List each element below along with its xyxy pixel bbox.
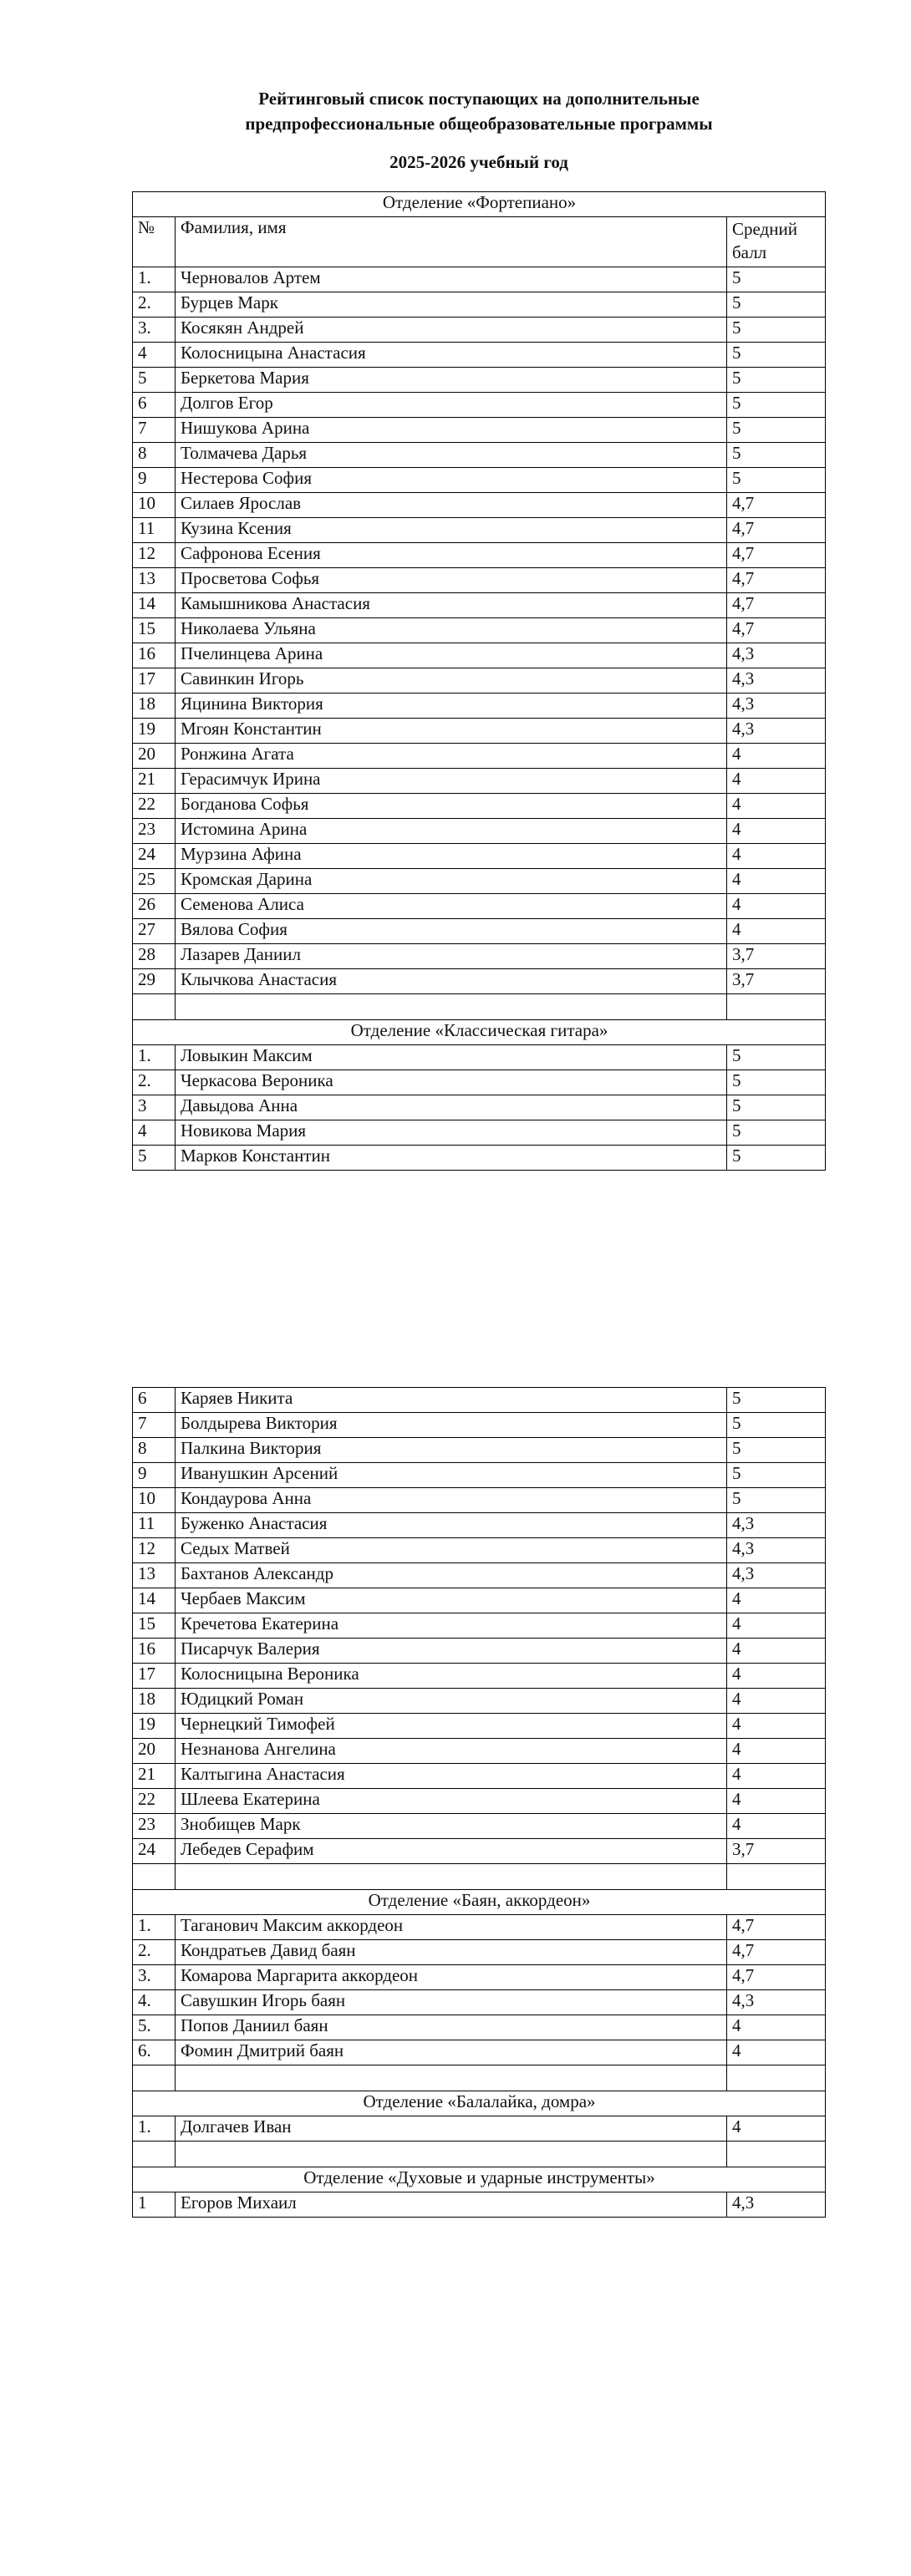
average-score: 5	[727, 1388, 826, 1413]
row-number: 9	[133, 468, 176, 493]
row-number: 15	[133, 1613, 176, 1639]
average-score: 4	[727, 769, 826, 794]
student-name: Савушкин Игорь баян	[176, 1990, 727, 2015]
average-score: 4,7	[727, 543, 826, 568]
row-number: 5	[133, 368, 176, 393]
table-row	[133, 368, 826, 393]
student-name: Комарова Маргарита аккордеон	[176, 1965, 727, 1990]
table-row	[133, 1639, 826, 1664]
row-number: 17	[133, 1664, 176, 1689]
table-row	[133, 343, 826, 368]
empty-row	[133, 994, 826, 1020]
row-number: 16	[133, 1639, 176, 1664]
row-number: 15	[133, 618, 176, 643]
average-score: 4,3	[727, 1563, 826, 1588]
table-row	[133, 2015, 826, 2040]
student-name: Чернецкий Тимофей	[176, 1714, 727, 1739]
average-score: 5	[727, 418, 826, 443]
average-score: 4	[727, 2116, 826, 2142]
row-number: 4	[133, 343, 176, 368]
empty-cell	[727, 1864, 826, 1890]
average-score: 4,7	[727, 593, 826, 618]
table-row	[133, 1388, 826, 1413]
row-number: 25	[133, 869, 176, 894]
average-score: 5	[727, 292, 826, 318]
table-row	[133, 1120, 826, 1146]
row-number: 17	[133, 668, 176, 694]
row-number: 20	[133, 1739, 176, 1764]
table-row	[133, 1940, 826, 1965]
average-score: 5	[727, 368, 826, 393]
table-row	[133, 518, 826, 543]
student-name: Клычкова Анастасия	[176, 969, 727, 994]
row-number: 18	[133, 1689, 176, 1714]
row-number: 4.	[133, 1990, 176, 2015]
average-score: 4	[727, 1664, 826, 1689]
average-score: 4	[727, 2015, 826, 2040]
row-number: 6	[133, 1388, 176, 1413]
average-score: 5	[727, 1488, 826, 1513]
student-name: Черновалов Артем	[176, 267, 727, 292]
row-number: 7	[133, 1413, 176, 1438]
table-row	[133, 744, 826, 769]
table-row	[133, 393, 826, 418]
row-number: 4	[133, 1120, 176, 1146]
student-name: Николаева Ульяна	[176, 618, 727, 643]
table-row	[133, 292, 826, 318]
student-name: Таганович Максим аккордеон	[176, 1915, 727, 1940]
empty-row	[133, 2065, 826, 2091]
empty-cell	[133, 2142, 176, 2167]
table-row	[133, 1146, 826, 1171]
average-score: 4	[727, 819, 826, 844]
average-score: 4,7	[727, 618, 826, 643]
row-number: 23	[133, 1814, 176, 1839]
student-name: Яцинина Виктория	[176, 694, 727, 719]
table-row	[133, 1463, 826, 1488]
student-name: Кузина Ксения	[176, 518, 727, 543]
table-row	[133, 2116, 826, 2142]
empty-cell	[133, 1864, 176, 1890]
table-row	[133, 1839, 826, 1864]
student-name: Знобищев Марк	[176, 1814, 727, 1839]
table-row	[133, 1513, 826, 1538]
student-name: Камышникова Анастасия	[176, 593, 727, 618]
average-score: 4	[727, 1613, 826, 1639]
average-score: 5	[727, 267, 826, 292]
row-number: 14	[133, 1588, 176, 1613]
row-number: 5	[133, 1146, 176, 1171]
row-number: 22	[133, 1789, 176, 1814]
row-number: 11	[133, 518, 176, 543]
average-score: 5	[727, 1413, 826, 1438]
row-number: 20	[133, 744, 176, 769]
student-name: Калтыгина Анастасия	[176, 1764, 727, 1789]
average-score: 4	[727, 894, 826, 919]
student-name: Нестерова София	[176, 468, 727, 493]
title-line-2: предпрофессиональные общеобразовательные программы	[245, 114, 713, 134]
table-row	[133, 969, 826, 994]
student-name: Силаев Ярослав	[176, 493, 727, 518]
average-score: 4	[727, 1739, 826, 1764]
student-name: Толмачева Дарья	[176, 443, 727, 468]
table-row	[133, 1739, 826, 1764]
row-number: 3	[133, 1095, 176, 1120]
rating-table-page-1	[132, 191, 826, 1171]
average-score: 4,3	[727, 719, 826, 744]
column-header-avg: Средний балл	[727, 217, 826, 267]
student-name: Писарчук Валерия	[176, 1639, 727, 1664]
average-score: 4	[727, 1714, 826, 1739]
table-row	[133, 769, 826, 794]
student-name: Нишукова Арина	[176, 418, 727, 443]
student-name: Просветова Софья	[176, 568, 727, 593]
empty-cell	[133, 994, 176, 1020]
row-number: 1.	[133, 1045, 176, 1070]
table-row	[133, 418, 826, 443]
row-number: 11	[133, 1513, 176, 1538]
student-name: Палкина Виктория	[176, 1438, 727, 1463]
average-score: 5	[727, 318, 826, 343]
average-score: 4,7	[727, 518, 826, 543]
student-name: Семенова Алиса	[176, 894, 727, 919]
document-header	[132, 86, 826, 175]
table-row	[133, 919, 826, 944]
student-name: Бурцев Марк	[176, 292, 727, 318]
student-name: Болдырева Виктория	[176, 1413, 727, 1438]
table-row	[133, 894, 826, 919]
table-row	[133, 719, 826, 744]
empty-cell	[727, 994, 826, 1020]
empty-cell	[133, 2065, 176, 2091]
row-number: 24	[133, 1839, 176, 1864]
average-score: 3,7	[727, 969, 826, 994]
student-name: Косякян Андрей	[176, 318, 727, 343]
table-row	[133, 1095, 826, 1120]
table-row	[133, 267, 826, 292]
average-score: 5	[727, 1463, 826, 1488]
student-name: Беркетова Мария	[176, 368, 727, 393]
row-number: 1.	[133, 1915, 176, 1940]
row-number: 21	[133, 769, 176, 794]
student-name: Колосницына Анастасия	[176, 343, 727, 368]
table-row	[133, 869, 826, 894]
table-row	[133, 1488, 826, 1513]
student-name: Давыдова Анна	[176, 1095, 727, 1120]
average-score: 4	[727, 744, 826, 769]
student-name: Черкасова Вероника	[176, 1070, 727, 1095]
average-score: 4	[727, 1689, 826, 1714]
column-header-num: №	[133, 217, 176, 267]
student-name: Кромская Дарина	[176, 869, 727, 894]
average-score: 5	[727, 393, 826, 418]
student-name: Кречетова Екатерина	[176, 1613, 727, 1639]
table-row	[133, 1613, 826, 1639]
average-score: 3,7	[727, 1839, 826, 1864]
section-header-row	[133, 2091, 826, 2116]
average-score: 4	[727, 1764, 826, 1789]
row-number: 10	[133, 493, 176, 518]
student-name: Пчелинцева Арина	[176, 643, 727, 668]
row-number: 13	[133, 568, 176, 593]
student-name: Мурзина Афина	[176, 844, 727, 869]
average-score: 4	[727, 1814, 826, 1839]
row-number: 16	[133, 643, 176, 668]
student-name: Егоров Михаил	[176, 2192, 727, 2218]
empty-cell	[176, 994, 727, 1020]
table-row	[133, 1664, 826, 1689]
rating-table-page-2	[132, 1387, 826, 2218]
student-name: Иванушкин Арсений	[176, 1463, 727, 1488]
row-number: 27	[133, 919, 176, 944]
average-score: 4,7	[727, 568, 826, 593]
column-header-name: Фамилия, имя	[176, 217, 727, 267]
table-row	[133, 819, 826, 844]
table-row	[133, 318, 826, 343]
row-number: 5.	[133, 2015, 176, 2040]
student-name: Фомин Дмитрий баян	[176, 2040, 727, 2065]
row-number: 21	[133, 1764, 176, 1789]
row-number: 2.	[133, 292, 176, 318]
table-row	[133, 1070, 826, 1095]
average-score: 4	[727, 919, 826, 944]
table-row	[133, 568, 826, 593]
empty-row	[133, 2142, 826, 2167]
row-number: 22	[133, 794, 176, 819]
row-number: 2.	[133, 1070, 176, 1095]
average-score: 4	[727, 844, 826, 869]
table-row	[133, 1689, 826, 1714]
academic-year: 2025-2026 учебный год	[389, 152, 568, 172]
row-number: 9	[133, 1463, 176, 1488]
table-row	[133, 1789, 826, 1814]
student-name: Истомина Арина	[176, 819, 727, 844]
average-score: 5	[727, 1146, 826, 1171]
average-score: 5	[727, 1120, 826, 1146]
student-name: Попов Даниил баян	[176, 2015, 727, 2040]
table-row	[133, 1045, 826, 1070]
table-row	[133, 1990, 826, 2015]
row-number: 3.	[133, 318, 176, 343]
section-header-row	[133, 2167, 826, 2192]
average-score: 4,7	[727, 1940, 826, 1965]
student-name: Бахтанов Александр	[176, 1563, 727, 1588]
student-name: Вялова София	[176, 919, 727, 944]
student-name: Сафронова Есения	[176, 543, 727, 568]
row-number: 12	[133, 543, 176, 568]
table-row	[133, 1588, 826, 1613]
student-name: Шлеева Екатерина	[176, 1789, 727, 1814]
empty-cell	[176, 2142, 727, 2167]
average-score: 4,7	[727, 1965, 826, 1990]
student-name: Савинкин Игорь	[176, 668, 727, 694]
student-name: Ловыкин Максим	[176, 1045, 727, 1070]
average-score: 4,3	[727, 694, 826, 719]
row-number: 2.	[133, 1940, 176, 1965]
student-name: Юдицкий Роман	[176, 1689, 727, 1714]
table-row	[133, 2192, 826, 2218]
row-number: 8	[133, 1438, 176, 1463]
section-title: Отделение «Баян, аккордеон»	[133, 1890, 826, 1915]
empty-cell	[727, 2142, 826, 2167]
section-header-row	[133, 192, 826, 217]
average-score: 4,3	[727, 1538, 826, 1563]
average-score: 4	[727, 794, 826, 819]
empty-row	[133, 1864, 826, 1890]
table-row	[133, 618, 826, 643]
student-name: Долгачев Иван	[176, 2116, 727, 2142]
section-title: Отделение «Фортепиано»	[133, 192, 826, 217]
average-score: 5	[727, 1070, 826, 1095]
table-row	[133, 694, 826, 719]
row-number: 13	[133, 1563, 176, 1588]
section-header-row	[133, 1890, 826, 1915]
average-score: 5	[727, 343, 826, 368]
average-score: 5	[727, 1045, 826, 1070]
empty-cell	[176, 1864, 727, 1890]
row-number: 29	[133, 969, 176, 994]
row-number: 3.	[133, 1965, 176, 1990]
row-number: 7	[133, 418, 176, 443]
row-number: 26	[133, 894, 176, 919]
average-score: 5	[727, 443, 826, 468]
table-row	[133, 493, 826, 518]
row-number: 6.	[133, 2040, 176, 2065]
average-score: 5	[727, 1095, 826, 1120]
average-score: 4	[727, 1639, 826, 1664]
student-name: Лазарев Даниил	[176, 944, 727, 969]
empty-cell	[176, 2065, 727, 2091]
row-number: 24	[133, 844, 176, 869]
section-header-row	[133, 1020, 826, 1045]
table-row	[133, 1915, 826, 1940]
average-score: 4,7	[727, 493, 826, 518]
student-name: Марков Константин	[176, 1146, 727, 1171]
average-score: 5	[727, 468, 826, 493]
student-name: Новикова Мария	[176, 1120, 727, 1146]
student-name: Мгоян Константин	[176, 719, 727, 744]
student-name: Незнанова Ангелина	[176, 1739, 727, 1764]
average-score: 4	[727, 2040, 826, 2065]
student-name: Седых Матвей	[176, 1538, 727, 1563]
table-row	[133, 543, 826, 568]
row-number: 6	[133, 393, 176, 418]
section-title: Отделение «Классическая гитара»	[133, 1020, 826, 1045]
row-number: 19	[133, 1714, 176, 1739]
title-line-1: Рейтинговый список поступающих на дополнительные	[258, 89, 700, 109]
table-row	[133, 443, 826, 468]
section-title: Отделение «Балалайка, домра»	[133, 2091, 826, 2116]
student-name: Лебедев Серафим	[176, 1839, 727, 1864]
row-number: 18	[133, 694, 176, 719]
row-number: 10	[133, 1488, 176, 1513]
table-row	[133, 1538, 826, 1563]
row-number: 19	[133, 719, 176, 744]
table-row	[133, 944, 826, 969]
student-name: Богданова Софья	[176, 794, 727, 819]
average-score: 4,3	[727, 2192, 826, 2218]
row-number: 14	[133, 593, 176, 618]
row-number: 1	[133, 2192, 176, 2218]
table-row	[133, 668, 826, 694]
student-name: Буженко Анастасия	[176, 1513, 727, 1538]
average-score: 4,3	[727, 643, 826, 668]
table-row	[133, 1764, 826, 1789]
average-score: 4	[727, 1789, 826, 1814]
student-name: Долгов Егор	[176, 393, 727, 418]
table-row	[133, 1965, 826, 1990]
table-row	[133, 1714, 826, 1739]
average-score: 4	[727, 1588, 826, 1613]
student-name: Герасимчук Ирина	[176, 769, 727, 794]
table-row	[133, 643, 826, 668]
average-score: 4,3	[727, 1990, 826, 2015]
student-name: Кондратьев Давид баян	[176, 1940, 727, 1965]
table-row	[133, 1563, 826, 1588]
row-number: 1.	[133, 267, 176, 292]
table-row	[133, 794, 826, 819]
row-number: 8	[133, 443, 176, 468]
table-row	[133, 1413, 826, 1438]
average-score: 3,7	[727, 944, 826, 969]
row-number: 1.	[133, 2116, 176, 2142]
student-name: Колосницына Вероника	[176, 1664, 727, 1689]
average-score: 5	[727, 1438, 826, 1463]
table-row	[133, 1814, 826, 1839]
table-row	[133, 593, 826, 618]
table-row	[133, 468, 826, 493]
row-number: 28	[133, 944, 176, 969]
average-score: 4,7	[727, 1915, 826, 1940]
student-name: Ронжина Агата	[176, 744, 727, 769]
table-row	[133, 2040, 826, 2065]
average-score: 4,3	[727, 668, 826, 694]
row-number: 12	[133, 1538, 176, 1563]
average-score: 4	[727, 869, 826, 894]
table-row	[133, 1438, 826, 1463]
average-score: 4,3	[727, 1513, 826, 1538]
empty-cell	[727, 2065, 826, 2091]
student-name: Каряев Никита	[176, 1388, 727, 1413]
column-header-row	[133, 217, 826, 267]
section-title: Отделение «Духовые и ударные инструменты»	[133, 2167, 826, 2192]
student-name: Чербаев Максим	[176, 1588, 727, 1613]
row-number: 23	[133, 819, 176, 844]
table-row	[133, 844, 826, 869]
student-name: Кондаурова Анна	[176, 1488, 727, 1513]
